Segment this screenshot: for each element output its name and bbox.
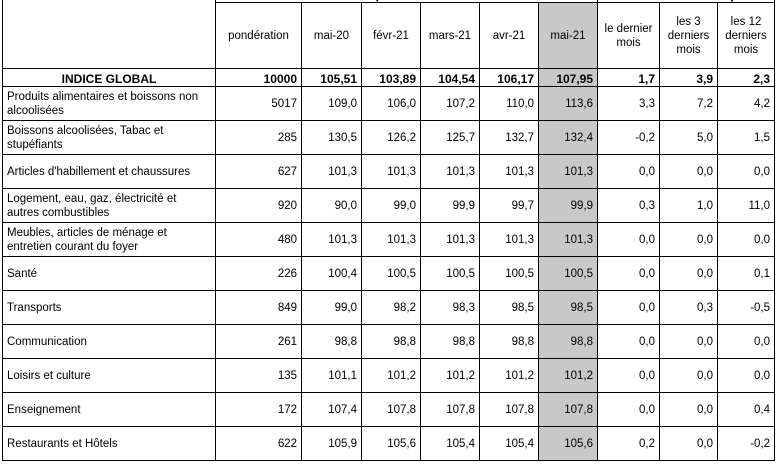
row-value: 98,8 — [480, 325, 539, 359]
price-index-table — [2, 0, 775, 461]
row-weight: 849 — [216, 291, 302, 325]
row-value: 99,0 — [362, 189, 421, 223]
row-variation: -0,2 — [598, 121, 660, 155]
row-label: Communication — [3, 325, 216, 359]
row-value: 132,7 — [480, 121, 539, 155]
global-index-label: INDICE GLOBAL — [3, 69, 216, 87]
row-value-current: 98,8 — [539, 325, 598, 359]
row-value: 107,2 — [421, 87, 480, 121]
table-row — [3, 155, 775, 189]
row-value-current: 132,4 — [539, 121, 598, 155]
row-value: 105,9 — [302, 427, 362, 461]
table-row — [3, 87, 775, 121]
row-variation: 0,0 — [660, 393, 718, 427]
row-value: 107,4 — [302, 393, 362, 427]
row-variation: 0,0 — [598, 291, 660, 325]
global-value: 103,89 — [362, 69, 421, 87]
row-value-current: 105,6 — [539, 427, 598, 461]
row-value: 107,8 — [421, 393, 480, 427]
row-variation: 0,0 — [660, 325, 718, 359]
row-value: 99,9 — [421, 189, 480, 223]
row-variation: 3,3 — [598, 87, 660, 121]
row-label: Meubles, articles de ménage et entretien courant du foyer — [3, 223, 216, 257]
header-corner-cont — [3, 3, 216, 69]
row-variation: 0,0 — [718, 359, 775, 393]
table-row — [3, 223, 775, 257]
variation-header: le dernier mois — [598, 3, 660, 69]
row-value-current: 101,2 — [539, 359, 598, 393]
table-row — [3, 189, 775, 223]
row-variation: -0,2 — [718, 427, 775, 461]
row-variation: 0,0 — [660, 427, 718, 461]
weight-header: pondération — [216, 3, 302, 69]
row-label: Logement, eau, gaz, électricité et autres combustibles — [3, 189, 216, 223]
global-value: 106,17 — [480, 69, 539, 87]
row-value: 101,2 — [421, 359, 480, 393]
month-header: mars-21 — [421, 3, 480, 69]
row-weight: 261 — [216, 325, 302, 359]
row-value: 110,0 — [480, 87, 539, 121]
global-variation: 3,9 — [660, 69, 718, 87]
row-value: 98,8 — [362, 325, 421, 359]
table-row — [3, 359, 775, 393]
row-value: 98,2 — [362, 291, 421, 325]
row-value: 101,3 — [302, 223, 362, 257]
row-value: 101,2 — [480, 359, 539, 393]
row-value: 98,8 — [302, 325, 362, 359]
row-weight: 622 — [216, 427, 302, 461]
row-value-current: 101,3 — [539, 155, 598, 189]
row-variation: 0,2 — [598, 427, 660, 461]
row-weight: 226 — [216, 257, 302, 291]
row-value: 101,3 — [362, 223, 421, 257]
row-value: 101,3 — [421, 155, 480, 189]
row-variation: 5,0 — [660, 121, 718, 155]
row-value-current: 100,5 — [539, 257, 598, 291]
row-weight: 627 — [216, 155, 302, 189]
row-value-current: 99,9 — [539, 189, 598, 223]
row-variation: 0,3 — [598, 189, 660, 223]
row-weight: 172 — [216, 393, 302, 427]
row-value: 101,3 — [480, 155, 539, 189]
row-value-current: 107,8 — [539, 393, 598, 427]
global-weight: 10000 — [216, 69, 302, 87]
row-value: 98,8 — [421, 325, 480, 359]
row-value-current: 98,5 — [539, 291, 598, 325]
variation-header: les 12 derniers mois — [718, 3, 775, 69]
row-variation: 0,3 — [660, 291, 718, 325]
row-weight: 480 — [216, 223, 302, 257]
row-variation: 0,4 — [718, 393, 775, 427]
row-value: 100,5 — [362, 257, 421, 291]
table-row — [3, 325, 775, 359]
variation-header: les 3 derniers mois — [660, 3, 718, 69]
row-variation: 0,0 — [718, 223, 775, 257]
row-value: 99,0 — [302, 291, 362, 325]
global-value-current: 107,95 — [539, 69, 598, 87]
row-value: 126,2 — [362, 121, 421, 155]
row-label: Enseignement — [3, 393, 216, 427]
row-variation: 0,0 — [598, 155, 660, 189]
table-row — [3, 121, 775, 155]
row-label: Restaurants et Hôtels — [3, 427, 216, 461]
row-variation: 0,0 — [660, 155, 718, 189]
row-label: Loisirs et culture — [3, 359, 216, 393]
row-variation: 0,0 — [598, 257, 660, 291]
row-label: Produits alimentaires et boissons non alcoolisées — [3, 87, 216, 121]
row-label: Articles d'habillement et chaussures — [3, 155, 216, 189]
row-variation: 0,0 — [660, 223, 718, 257]
global-index-row — [3, 69, 775, 87]
row-variation: 0,1 — [718, 257, 775, 291]
row-value: 100,4 — [302, 257, 362, 291]
row-variation: 0,0 — [598, 325, 660, 359]
row-value: 105,4 — [421, 427, 480, 461]
row-value-current: 113,6 — [539, 87, 598, 121]
row-variation: 0,0 — [718, 325, 775, 359]
row-variation: -0,5 — [718, 291, 775, 325]
row-variation: 4,2 — [718, 87, 775, 121]
row-label: Transports — [3, 291, 216, 325]
table-row — [3, 291, 775, 325]
row-variation: 0,0 — [598, 223, 660, 257]
row-value: 105,6 — [362, 427, 421, 461]
row-value: 106,0 — [362, 87, 421, 121]
month-header: mai-20 — [302, 3, 362, 69]
row-value: 109,0 — [302, 87, 362, 121]
row-value: 101,3 — [421, 223, 480, 257]
row-label: Santé — [3, 257, 216, 291]
row-weight: 5017 — [216, 87, 302, 121]
global-value: 105,51 — [302, 69, 362, 87]
row-weight: 285 — [216, 121, 302, 155]
row-variation: 11,0 — [718, 189, 775, 223]
header-subrow — [3, 3, 775, 69]
row-value: 101,2 — [362, 359, 421, 393]
row-value: 130,5 — [302, 121, 362, 155]
row-value: 101,3 — [302, 155, 362, 189]
row-variation: 0,0 — [660, 257, 718, 291]
month-header: févr-21 — [362, 3, 421, 69]
row-variation: 0,0 — [718, 155, 775, 189]
table-row — [3, 427, 775, 461]
row-value: 90,0 — [302, 189, 362, 223]
row-value: 100,5 — [480, 257, 539, 291]
row-value: 107,8 — [480, 393, 539, 427]
row-value: 125,7 — [421, 121, 480, 155]
row-value: 99,7 — [480, 189, 539, 223]
row-variation: 1,0 — [660, 189, 718, 223]
month-header: avr-21 — [480, 3, 539, 69]
row-variation: 0,0 — [598, 359, 660, 393]
row-value: 100,5 — [421, 257, 480, 291]
global-value: 104,54 — [421, 69, 480, 87]
row-value: 101,1 — [302, 359, 362, 393]
row-weight: 135 — [216, 359, 302, 393]
row-value: 98,3 — [421, 291, 480, 325]
row-label: Boissons alcoolisées, Tabac et stupéfiants — [3, 121, 216, 155]
row-value: 101,3 — [362, 155, 421, 189]
global-variation: 1,7 — [598, 69, 660, 87]
row-variation: 7,2 — [660, 87, 718, 121]
month-header-current: mai-21 — [539, 3, 598, 69]
row-value: 105,4 — [480, 427, 539, 461]
table-row — [3, 257, 775, 291]
table-row — [3, 393, 775, 427]
row-variation: 1,5 — [718, 121, 775, 155]
row-value-current: 101,3 — [539, 223, 598, 257]
row-weight: 920 — [216, 189, 302, 223]
row-variation: 0,0 — [598, 393, 660, 427]
row-variation: 0,0 — [660, 359, 718, 393]
row-value: 107,8 — [362, 393, 421, 427]
row-value: 98,5 — [480, 291, 539, 325]
global-variation: 2,3 — [718, 69, 775, 87]
row-value: 101,3 — [480, 223, 539, 257]
